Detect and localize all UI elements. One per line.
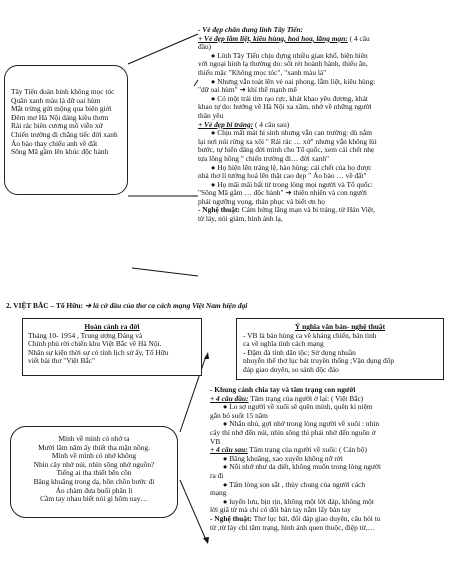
bullet-line: lại nơi núi rừng xa xôi " Rải rác … xứ" nhưng vẫn không lùi (198, 136, 377, 146)
part2-title-main: 2. VIỆT BẮC – Tố Hữu: (6, 301, 85, 310)
bullet-line: "Sông Mã gầm … độc hành" ➔ thiên nhiên và con người (198, 188, 367, 198)
bullet-line: ● Tấm lòng son sắt , thủy chung của người cách (210, 479, 366, 489)
poem-line: Tiếng ai tha thiết bên cồn (56, 468, 132, 478)
meaning-box (236, 318, 444, 380)
sub2-items (198, 129, 448, 206)
bullet-line: "dữ oai hùm" ➔ khí thế mạnh mẽ (198, 85, 297, 95)
part1-right (198, 26, 448, 224)
art2-label: - Nghệ thuật: (210, 513, 252, 523)
sub1-line (198, 35, 448, 44)
bullet-line: ● Nhưng vẫn toát lên vẻ oai phong, lẫm liệt, kiêu hùng: (198, 76, 376, 86)
bullet-line: bước, tự hiến dâng đời mình cho Tổ quốc, xem cái chết nhẹ (198, 145, 375, 155)
part2-title-rest: ➔ là cờ đầu của thơ ca cách mạng Việt Nam hiện đại (84, 301, 248, 310)
poem-line: Quân xanh màu lá dữ oai hùm (11, 95, 101, 105)
poem-line: Rải rác biên cương mồ viễn xứ (11, 121, 103, 131)
sub1-label: + Vẻ đẹp lẫm liệt, kiêu hùng, hoá hoa, lãng mạn: (198, 33, 348, 43)
context-line: viết bài thơ "Việt Bắc" (28, 356, 95, 366)
sub1-note: ( 4 câu (347, 33, 370, 43)
context-line: Tháng 10- 1954 , Trung ương Đảng và (28, 330, 143, 340)
sub2-label: + Vẻ đẹp bi tráng: (198, 119, 254, 129)
poem-line: Mình về mình có nhớ ta (58, 434, 130, 443)
context-line: Chính phủ rời chiến khu Việt Bắc về Hà Nội. (28, 339, 162, 349)
poem-line: Chiến trường đi chẳng tiếc đời xanh (11, 129, 118, 139)
meaning-title: Ý nghĩa văn bản- nghệ thuật (294, 322, 386, 331)
s2-items (210, 455, 448, 515)
poem-line: Sông Mã gầm lên khúc độc hành (11, 147, 109, 157)
s1-label: + 4 câu đầu: (210, 393, 249, 403)
bullet-line: nhà thơ lí tưởng hoá lên thật cao đẹp " Áo bào … về đất" (198, 171, 367, 181)
bullet-line: phải ngưỡng vọng, thán phục và biết ơn họ (198, 196, 325, 206)
bullet-line: thiếu mặc "Không mọc tóc", "xanh màu lá" (198, 67, 327, 77)
bullet-line: ● luyến lưu, bịn rịn, không một lời đáp, không một (210, 496, 374, 506)
art1-text2: từ láy, nói giảm, hình ảnh lạ, (198, 214, 283, 224)
context-line: Nhân sự kiện thời sự có tính lịch sử ấy, Tố Hữu (28, 347, 169, 357)
poem-line: Bâng khuâng trong dạ, bồn chồn bước đi (33, 476, 155, 486)
bullet-line: ● Lính Tây Tiến chịu đựng nhiều gian khổ, hiện hiên (198, 50, 368, 60)
poem-line: Tây Tiến đoàn binh không mọc tóc (11, 87, 115, 96)
bullet-line: ● Lo sợ người về xuôi sẽ quên mình, quên kỉ niệm (210, 402, 373, 412)
poem-line: Cầm tay nhau biết nói gì hôm nay… (40, 494, 148, 504)
sub1-items (198, 52, 448, 121)
part2-right (210, 386, 448, 532)
poem-line: Nhìn cây nhớ núi, nhìn sông nhớ nguồn? (33, 459, 155, 469)
bullet-line: ● Họ hiện lên tráng lệ, hào hùng: cái chết của họ được (198, 162, 372, 172)
part2-title (6, 302, 247, 311)
bullet-line: VB (210, 436, 221, 446)
context-box (22, 318, 202, 376)
poem-line: Mười lăm năm ấy thiết tha mặn nồng. (38, 442, 150, 452)
s1-text: Tâm trạng của người ở lại: ( Việt Bắc) (248, 393, 364, 403)
bullet-line: lời giã từ mà chỉ có đôi bàn tay nắm lấy bàn tay (210, 505, 351, 515)
s1-items (210, 403, 448, 446)
connector-poem-bottom (180, 480, 206, 540)
meaning-line: nhuyễn thể thơ lục bát truyền thống ;Vận dụng đốp (243, 356, 395, 366)
portrait-heading: - Vẻ đẹp chân dung lính Tây Tiến: (198, 25, 304, 34)
poem-lines (11, 88, 118, 157)
poem-lines-viet-bac (11, 435, 177, 504)
meaning-line: - Đậm đà tính dân tộc; Sử dụng nhuần (243, 347, 356, 357)
bullet-line: ● Chịu mất mát hi sinh nhưng vẫn can trường: dù nằm (198, 128, 373, 138)
bullet-line: ● Nỗi nhớ như da diết, không muốn trong lòng người (210, 462, 381, 472)
bullet-line: ● Họ mãi mãi bất tử trong lòng mọi người và Tổ quốc: (198, 179, 373, 189)
s2-label: + 4 câu sau: (210, 445, 248, 455)
meaning-line: đáp giao duyên, so sánh độc đáo (243, 364, 339, 374)
bullet-line: mạng (210, 488, 227, 498)
bullet-line: khao tự do: hướng về Hà Nội xa xăm, nhớ về những người (198, 102, 372, 112)
poem-box-tay-tien (4, 65, 128, 195)
bullet-line: ● Nhắn nhủ, gợi nhớ trong lòng người về xuôi : nhìn (210, 419, 380, 429)
meaning-line: - VB là bản hùng ca về kháng chiến, bản tình (243, 330, 377, 340)
bullet-line: cây thì nhớ đến núi, nhìn sông thì phải nhớ đến nguồn ở (210, 427, 376, 437)
bullet-line: với ngoại hình lạ thường do: sốt rét hoành hành, thiếu ăn, (198, 59, 368, 69)
bullet-line: ● Có một trái tim rạo rực, khát khao yêu đương, khát (198, 93, 368, 103)
poem-line: Áo chàm đưa buổi phân li (55, 485, 133, 495)
poem-line: Mắt trừng gửi mộng qua biên giới (11, 104, 112, 114)
connector-top-1 (128, 34, 198, 64)
bullet-line: ra đi (210, 470, 224, 480)
art2-text: Thơ lục bát, đối đáp giao duyên, câu hỏi tu (251, 513, 381, 523)
poem-line: Đêm mơ Hà Nội dáng kiều thơm (11, 112, 109, 122)
meaning-line: ca về nghĩa tình cách mạng (243, 339, 324, 349)
bullet-line: gắn bó suốt 15 năm (210, 410, 268, 420)
scene-heading: - Khung cảnh chia tay và tâm trạng con người (210, 385, 356, 394)
art1-text: Cảm hứng lãng mạn và bi tráng, từ Hán Việt, (239, 205, 375, 215)
context-title: Hoàn cảnh ra đời (84, 322, 140, 331)
connector-bottom (132, 268, 198, 276)
poem-box-viet-bac (10, 426, 178, 518)
art1-label: - Nghệ thuật: (198, 205, 240, 215)
sub2-note: ( 4 câu sau) (253, 119, 290, 129)
context-lines (23, 332, 201, 366)
meaning-lines (237, 332, 443, 375)
bullet-line: thân yêu (198, 110, 224, 120)
poem-line: Áo bào thay chiếu anh về đất (11, 138, 98, 148)
s2-text: Tâm trạng của người về xuôi: ( Cán bộ) (247, 445, 367, 455)
bullet-line: ● Bâng khuâng, xao xuyến không nỡ rời (210, 453, 343, 463)
sub1-note2: đầu) (198, 42, 212, 52)
art2-text2: từ ,từ láy chỉ tâm trạng, hình ảnh quen thuộc, điệp từ,… (210, 522, 375, 532)
arrow-head-bottom (203, 537, 209, 544)
poem-line: Mình về mình có nhớ không (51, 451, 137, 461)
bullet-line: tựa lông hồng " chiến trường đi… đời xanh" (198, 153, 330, 163)
arrow-head-top (204, 352, 209, 359)
